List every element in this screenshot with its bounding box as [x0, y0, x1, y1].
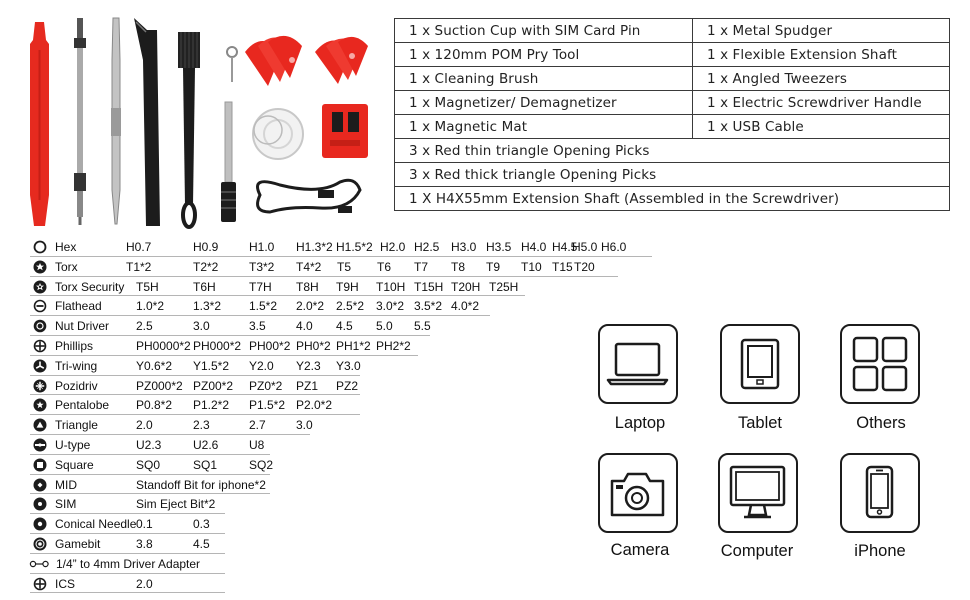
device-label-computer: Computer — [720, 542, 794, 560]
bit-size-list — [0, 537, 660, 553]
bit-size: T7H — [249, 279, 272, 294]
contents-row — [395, 19, 950, 43]
bit-size: 1.5*2 — [249, 299, 278, 314]
bit-row — [0, 257, 660, 277]
bit-type-label: Torx Security — [55, 279, 125, 294]
contents-item: 1 x Angled Tweezers — [693, 67, 950, 91]
bit-row — [0, 237, 660, 257]
bit-size: PH00*2 — [249, 338, 291, 353]
bit-size: PZ1 — [296, 378, 319, 393]
bit-size: 3.5 — [249, 319, 266, 334]
bit-size-list — [0, 319, 660, 335]
bit-size: P1.5*2 — [249, 398, 286, 413]
contents-item: 1 x USB Cable — [693, 115, 950, 139]
bit-size: H0.7 — [126, 240, 152, 254]
bit-size-list — [0, 478, 660, 494]
device-label-laptop: Laptop — [614, 414, 666, 432]
contents-item: 1 x Cleaning Brush — [395, 67, 693, 91]
usb-cable-image — [258, 180, 361, 213]
bit-type-label: 1/4” to 4mm Driver Adapter — [56, 556, 201, 571]
magnetizer-image — [322, 104, 368, 158]
bit-type-label: Pentalobe — [55, 398, 110, 413]
bit-size: T3*2 — [249, 259, 275, 274]
bit-row — [0, 574, 660, 594]
bit-size: U8 — [249, 437, 265, 452]
contents-row — [395, 139, 950, 163]
contents-row — [395, 43, 950, 67]
bit-size: 0.1 — [136, 517, 153, 532]
bit-row — [0, 296, 660, 316]
contents-item: 3 x Red thin triangle Opening Picks — [395, 139, 950, 163]
bit-size: 3.0 — [193, 319, 210, 334]
iphone-icon — [842, 455, 917, 530]
bit-size: Y3.0 — [336, 358, 361, 373]
suction-cup-image — [253, 109, 303, 159]
bit-row — [0, 554, 660, 574]
bit-size: H2.0 — [380, 240, 406, 254]
row-divider — [30, 592, 225, 593]
bit-size: T4*2 — [296, 259, 322, 274]
others-tile — [840, 324, 920, 404]
bit-size-list — [0, 359, 660, 375]
bit-type-label: Pozidriv — [55, 378, 98, 393]
bit-list — [0, 237, 660, 593]
bit-type-label: Nut Driver — [55, 319, 110, 334]
bit-size: Y2.0 — [249, 358, 274, 373]
contents-item: 1 x Metal Spudger — [693, 19, 950, 43]
bit-type-label: Tri-wing — [55, 358, 98, 373]
bit-size: T6 — [377, 259, 392, 274]
bit-size: 2.5 — [136, 319, 153, 334]
pry-tool-image — [30, 22, 49, 226]
contents-row — [395, 187, 950, 211]
bit-size: 1.3*2 — [193, 299, 222, 314]
bit-size: T10 — [521, 259, 542, 274]
bit-size: 4.5 — [336, 319, 353, 334]
bit-type-label: Phillips — [55, 338, 94, 353]
bit-type-label: Square — [55, 457, 94, 472]
screwdriver-handle-image — [221, 102, 236, 222]
device-label-camera: Camera — [610, 541, 670, 559]
bit-size: 4.0*2 — [451, 299, 480, 314]
bit-size: T10H — [376, 279, 406, 294]
bit-size: T25H — [489, 279, 519, 294]
bit-type-label: Hex — [55, 240, 77, 254]
bit-row — [0, 494, 660, 514]
bit-size: PH0000*2 — [136, 338, 191, 353]
bit-size: P1.2*2 — [193, 398, 230, 413]
laptop-icon — [600, 326, 675, 401]
bit-size: PZ0*2 — [249, 378, 283, 393]
grid-icon — [842, 326, 917, 401]
bit-size: T20H — [451, 279, 481, 294]
bit-size: PZ2 — [336, 378, 359, 393]
bit-size: 3.5*2 — [414, 299, 443, 314]
bit-size-list — [0, 458, 660, 474]
bit-row — [0, 336, 660, 356]
bit-row — [0, 534, 660, 554]
bit-size: 3.0 — [296, 418, 313, 433]
bit-size: T20 — [574, 259, 595, 274]
bit-size: 2.7 — [249, 418, 266, 433]
bit-size: T8 — [451, 259, 466, 274]
contents-item: 1 x Suction Cup with SIM Card Pin — [395, 19, 693, 43]
angled-tweezers-image — [134, 18, 160, 226]
bit-size: 3.0*2 — [376, 299, 405, 314]
bit-size: T15 — [552, 259, 573, 274]
extension-shaft-image — [74, 18, 86, 225]
tool-kit-illustration — [0, 0, 380, 232]
bit-size: 2.0 — [136, 576, 153, 591]
contents-row — [395, 115, 950, 139]
bit-size: PZ000*2 — [136, 378, 183, 393]
bit-size-list — [0, 379, 660, 395]
bit-size: 3.8 — [136, 536, 153, 551]
sim-pin-image — [227, 47, 237, 82]
bit-row — [0, 455, 660, 475]
bit-size-list — [0, 577, 660, 593]
bit-size-list — [0, 240, 660, 256]
bit-size: 2.3 — [193, 418, 210, 433]
bit-size: PH1*2 — [336, 338, 371, 353]
bit-size: PZ00*2 — [193, 378, 234, 393]
bit-type-label: Torx — [55, 259, 78, 274]
contents-item: 3 x Red thick triangle Opening Picks — [395, 163, 950, 187]
bit-row — [0, 415, 660, 435]
bit-size: 0.3 — [193, 517, 210, 532]
bit-size: PH0*2 — [296, 338, 331, 353]
contents-item: 1 x 120mm POM Pry Tool — [395, 43, 693, 67]
bit-type-label: ICS — [55, 576, 76, 591]
bit-size: H4.0 — [521, 240, 547, 254]
bit-row — [0, 435, 660, 455]
bit-size: 1.0*2 — [136, 299, 165, 314]
contents-item: 1 x Electric Screwdriver Handle — [693, 91, 950, 115]
bit-size: Y2.3 — [296, 358, 321, 373]
bit-size: 4.0 — [296, 319, 313, 334]
bit-size: 4.5 — [193, 536, 210, 551]
bit-size: 2.0 — [136, 418, 153, 433]
bit-size-list — [0, 517, 660, 533]
tablet-icon — [722, 326, 797, 401]
bit-size: P0.8*2 — [136, 398, 173, 413]
bit-size: T7 — [414, 259, 429, 274]
bit-size: SQ0 — [136, 457, 161, 472]
device-label-others: Others — [856, 414, 906, 432]
bit-size: U2.6 — [193, 437, 219, 452]
contents-row — [395, 91, 950, 115]
device-label-iphone: iPhone — [854, 542, 906, 560]
bit-size: T9H — [336, 279, 359, 294]
bit-size: PH2*2 — [376, 338, 411, 353]
bit-size: T15H — [414, 279, 444, 294]
bit-size: H4.5 — [552, 240, 578, 254]
computer-tile — [718, 453, 798, 533]
bit-type-label: Triangle — [55, 418, 98, 433]
bit-size: Sim Eject Bit*2 — [136, 497, 216, 512]
bit-size: H6.0 — [601, 240, 627, 254]
contents-item: 1 x Flexible Extension Shaft — [693, 43, 950, 67]
bit-size-list — [0, 299, 660, 315]
bit-size: H1.0 — [249, 240, 275, 254]
bit-size: Y1.5*2 — [193, 358, 230, 373]
cleaning-brush-image — [178, 32, 200, 227]
bit-size-list — [0, 438, 660, 454]
package-contents-table — [394, 18, 950, 211]
bit-row — [0, 277, 660, 297]
bit-size: H3.5 — [486, 240, 512, 254]
bit-size: H1.5*2 — [336, 240, 373, 254]
bit-size: SQ2 — [249, 457, 274, 472]
tablet-tile — [720, 324, 800, 404]
bit-size: 2.0*2 — [296, 299, 325, 314]
bit-type-label: MID — [55, 477, 77, 492]
bit-size: SQ1 — [193, 457, 218, 472]
bit-size: H1.3*2 — [296, 240, 333, 254]
bit-size-list — [0, 260, 660, 276]
contents-row — [395, 67, 950, 91]
bit-type-label: SIM — [55, 497, 77, 512]
bit-size-list — [0, 339, 660, 355]
opening-picks-image — [245, 36, 368, 86]
device-label-tablet: Tablet — [737, 414, 783, 432]
bit-row — [0, 376, 660, 396]
bit-size-list — [0, 418, 660, 434]
bit-row — [0, 475, 660, 495]
metal-spudger-image — [111, 18, 121, 224]
bit-size: 5.0 — [376, 319, 393, 334]
bit-type-label: Conical Needle — [55, 517, 137, 532]
bit-size: T6H — [193, 279, 216, 294]
bit-size: T5 — [337, 259, 352, 274]
contents-item: 1 X H4X55mm Extension Shaft (Assembled in the Screwdriver) — [395, 187, 950, 211]
bit-size: H5.0 — [572, 240, 598, 254]
iphone-tile — [840, 453, 920, 533]
bit-size-list — [0, 557, 660, 573]
bit-size: T9 — [486, 259, 501, 274]
bit-size: T8H — [296, 279, 319, 294]
bit-size: H0.9 — [193, 240, 219, 254]
bit-size-list — [0, 280, 660, 296]
contents-item: 1 x Magnetizer/ Demagnetizer — [395, 91, 693, 115]
bit-type-label: Flathead — [55, 299, 102, 314]
laptop-tile — [598, 324, 678, 404]
bit-size-list — [0, 497, 660, 513]
bit-size: H3.0 — [451, 240, 477, 254]
bit-size: 2.5*2 — [336, 299, 365, 314]
bit-size: T5H — [136, 279, 159, 294]
camera-icon — [600, 455, 675, 530]
bit-size: 5.5 — [414, 319, 431, 334]
camera-tile — [598, 453, 678, 533]
bit-type-label: Gamebit — [55, 536, 101, 551]
bit-size: T1*2 — [126, 259, 152, 274]
bit-size: Standoff Bit for iphone*2 — [136, 477, 266, 492]
contents-row — [395, 163, 950, 187]
bit-size-list — [0, 398, 660, 414]
contents-item: 1 x Magnetic Mat — [395, 115, 693, 139]
computer-icon — [720, 455, 795, 530]
bit-row — [0, 356, 660, 376]
bit-size: Y0.6*2 — [136, 358, 173, 373]
bit-row — [0, 316, 660, 336]
bit-type-label: U-type — [55, 437, 91, 452]
bit-row — [0, 395, 660, 415]
bit-size: T2*2 — [193, 259, 219, 274]
bit-size: H2.5 — [414, 240, 440, 254]
bit-size: PH000*2 — [193, 338, 242, 353]
bit-row — [0, 514, 660, 534]
bit-size: P2.0*2 — [296, 398, 333, 413]
bit-size: U2.3 — [136, 437, 162, 452]
